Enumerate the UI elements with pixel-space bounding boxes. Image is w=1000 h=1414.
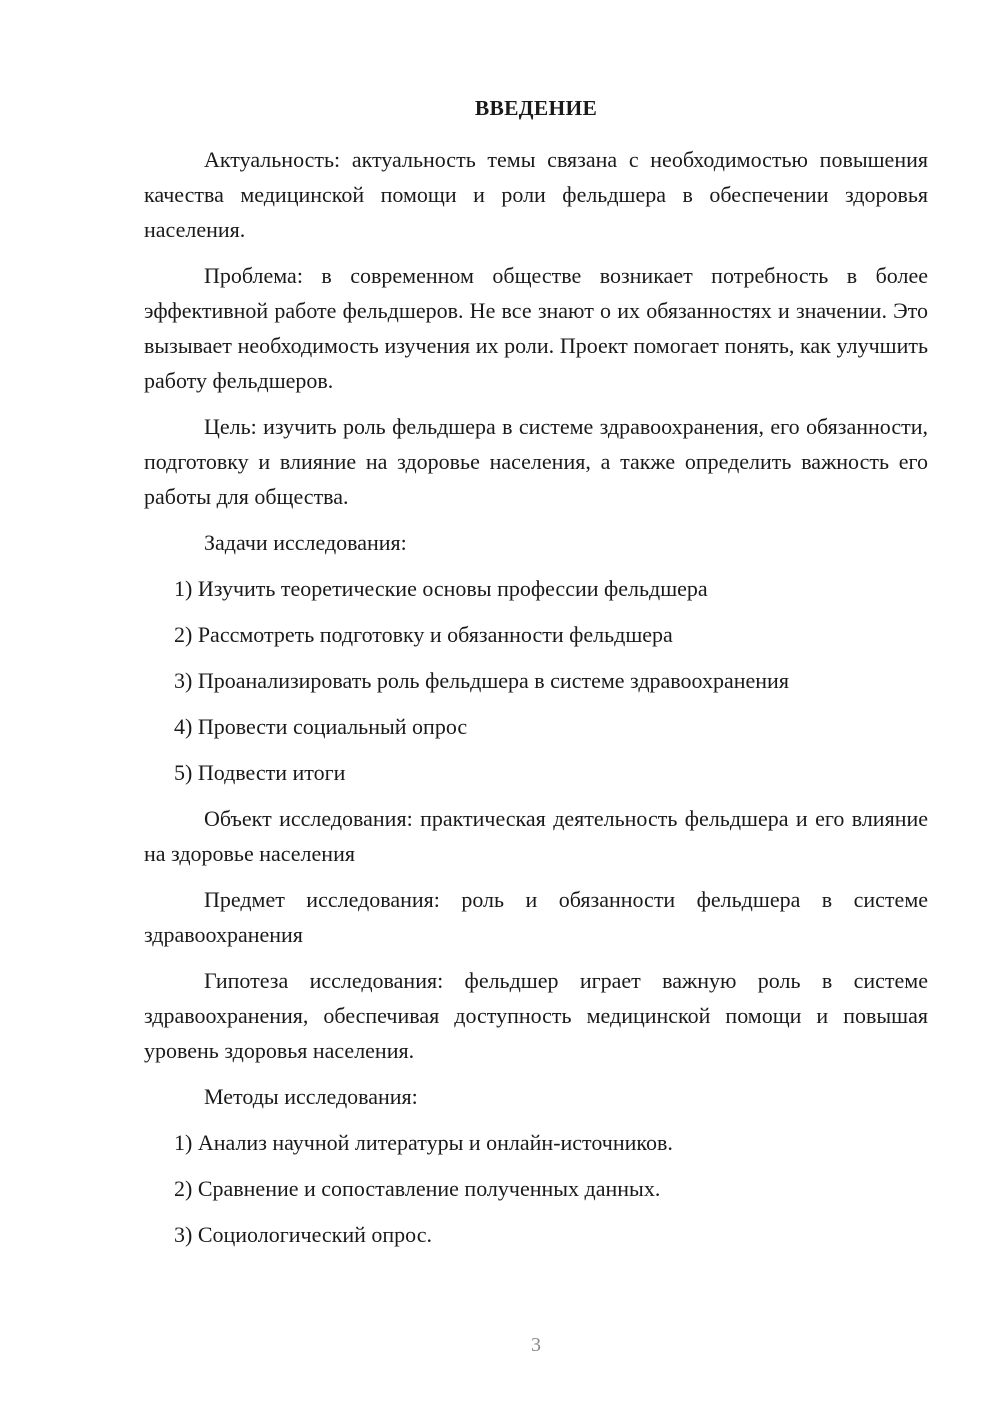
section-title: ВВЕДЕНИЕ bbox=[474, 96, 598, 120]
method-item-3: 3) Социологический опрос. bbox=[174, 1222, 432, 1247]
task-item-4: 4) Провести социальный опрос bbox=[174, 714, 468, 739]
relevance-paragraph: Актуальность: актуальность темы связана с необходимостью повышения качества медицинской помощи и роли фельдшера в обеспечении здоровья населения. bbox=[144, 147, 928, 242]
subject-paragraph: Предмет исследования: роль и обязанности фельдшера в системе здравоохранения bbox=[144, 887, 928, 947]
task-item-3: 3) Проанализировать роль фельдшера в системе здравоохранения bbox=[174, 668, 789, 693]
task-item-5: 5) Подвести итоги bbox=[174, 760, 346, 785]
tasks-list bbox=[144, 571, 928, 790]
tasks-heading: Задачи исследования: bbox=[204, 530, 407, 555]
method-item-1: 1) Анализ научной литературы и онлайн-источников. bbox=[174, 1130, 673, 1155]
methods-heading: Методы исследования: bbox=[204, 1084, 418, 1109]
document-body bbox=[144, 142, 928, 1263]
goal-paragraph: Цель: изучить роль фельдшера в системе здравоохранения, его обязанности, подготовку и влияние на здоровье населения, а также определить важность его работы для общества. bbox=[144, 414, 928, 509]
methods-list bbox=[144, 1125, 928, 1252]
task-item-1: 1) Изучить теоретические основы профессии фельдшера bbox=[174, 576, 708, 601]
problem-paragraph: Проблема: в современном обществе возникает потребность в более эффективной работе фельдшеров. Не все знают о их обязанностях и значении. Это вызывает необходимость изучения их роли. Проект помогает понять, как улучшить работу фельдшеров. bbox=[144, 263, 928, 393]
task-item-2: 2) Рассмотреть подготовку и обязанности фельдшера bbox=[174, 622, 673, 647]
hypothesis-paragraph: Гипотеза исследования: фельдшер играет важную роль в системе здравоохранения, обеспечивая доступность медицинской помощи и повышая уровень здоровья населения. bbox=[144, 968, 928, 1063]
page-number: 3 bbox=[531, 1334, 541, 1356]
method-item-2: 2) Сравнение и сопоставление полученных данных. bbox=[174, 1176, 661, 1201]
object-paragraph: Объект исследования: практическая деятельность фельдшера и его влияние на здоровье населения bbox=[144, 806, 928, 866]
